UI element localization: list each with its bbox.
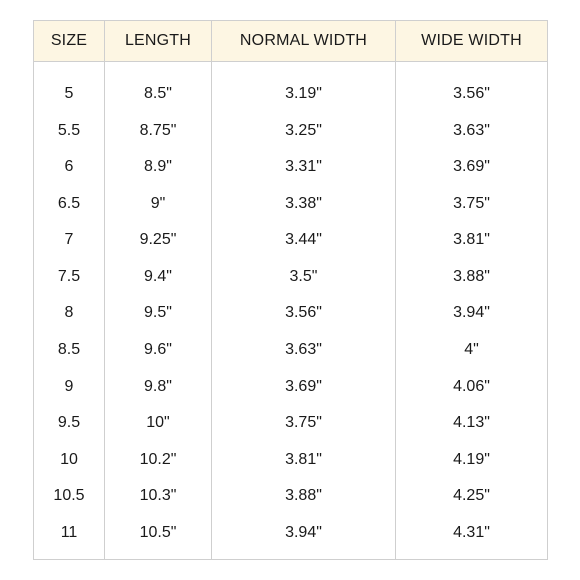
cell-normal-width: 3.19" bbox=[212, 76, 396, 113]
cell-length: 9.5" bbox=[105, 295, 212, 332]
cell-size: 10.5 bbox=[34, 478, 105, 515]
cell-normal-width: 3.63" bbox=[212, 332, 396, 369]
cell-normal-width: 3.38" bbox=[212, 186, 396, 223]
table-row bbox=[34, 113, 548, 150]
cell-wide-width: 3.56" bbox=[453, 85, 490, 103]
cell-wide-width: 4.19" bbox=[453, 450, 490, 468]
cell-normal-width: 3.5" bbox=[212, 259, 396, 296]
header-length: LENGTH bbox=[105, 21, 212, 62]
table-body bbox=[34, 62, 548, 560]
cell-length: 10" bbox=[105, 405, 212, 442]
header-normal-width: NORMAL WIDTH bbox=[212, 21, 396, 62]
cell-normal-width: 3.75" bbox=[212, 405, 396, 442]
table-header bbox=[34, 21, 548, 62]
cell-size: 7 bbox=[34, 222, 105, 259]
cell-wide-width: 4.06" bbox=[453, 377, 490, 395]
table-row bbox=[34, 259, 548, 296]
cell-wide-width: 4.25" bbox=[453, 487, 490, 505]
cell-wide-width: 3.75" bbox=[453, 194, 490, 212]
cell-normal-width: 3.25" bbox=[212, 113, 396, 150]
table-row bbox=[34, 405, 548, 442]
spacer-row bbox=[34, 62, 548, 77]
size-chart-table bbox=[33, 20, 548, 560]
cell-length: 9" bbox=[105, 186, 212, 223]
spacer-cell bbox=[212, 551, 396, 560]
cell-normal-width: 3.81" bbox=[212, 441, 396, 478]
cell-size: 8.5 bbox=[34, 332, 105, 369]
cell-size: 5.5 bbox=[34, 113, 105, 150]
table-row bbox=[34, 514, 548, 551]
table-row bbox=[34, 332, 548, 369]
table-row bbox=[34, 478, 548, 515]
cell-normal-width: 3.69" bbox=[212, 368, 396, 405]
spacer-cell bbox=[34, 551, 105, 560]
table-row bbox=[34, 295, 548, 332]
header-wide-width: WIDE WIDTH bbox=[396, 21, 548, 62]
spacer-cell bbox=[105, 551, 212, 560]
table-row bbox=[34, 186, 548, 223]
cell-length: 8.5" bbox=[105, 76, 212, 113]
cell-length: 10.5" bbox=[105, 514, 212, 551]
cell-normal-width: 3.88" bbox=[212, 478, 396, 515]
cell-size: 10 bbox=[34, 441, 105, 478]
cell-length: 9.6" bbox=[105, 332, 212, 369]
cell-wide-width: 4" bbox=[464, 340, 479, 358]
header-size: SIZE bbox=[34, 21, 105, 62]
cell-length: 8.9" bbox=[105, 149, 212, 186]
cell-wide-width: 4.31" bbox=[453, 523, 490, 541]
table-row bbox=[34, 222, 548, 259]
cell-wide-width: 3.94" bbox=[453, 304, 490, 322]
spacer-cell bbox=[212, 62, 396, 77]
cell-size: 8 bbox=[34, 295, 105, 332]
cell-wide-width: 4.13" bbox=[453, 414, 490, 432]
cell-length: 9.25" bbox=[105, 222, 212, 259]
spacer-cell bbox=[396, 551, 548, 560]
cell-normal-width: 3.56" bbox=[212, 295, 396, 332]
spacer-cell bbox=[105, 62, 212, 77]
cell-length: 10.2" bbox=[105, 441, 212, 478]
cell-length: 10.3" bbox=[105, 478, 212, 515]
cell-normal-width: 3.94" bbox=[212, 514, 396, 551]
cell-size: 9 bbox=[34, 368, 105, 405]
cell-size: 5 bbox=[34, 76, 105, 113]
table-row bbox=[34, 441, 548, 478]
spacer-cell bbox=[34, 62, 105, 77]
cell-normal-width: 3.31" bbox=[212, 149, 396, 186]
cell-wide-width: 3.63" bbox=[453, 121, 490, 139]
cell-length: 8.75" bbox=[105, 113, 212, 150]
spacer-row bbox=[34, 551, 548, 560]
cell-normal-width: 3.44" bbox=[212, 222, 396, 259]
table-row bbox=[34, 76, 548, 113]
cell-size: 11 bbox=[34, 514, 105, 551]
cell-size: 9.5 bbox=[34, 405, 105, 442]
cell-wide-width: 3.81" bbox=[453, 231, 490, 249]
cell-size: 7.5 bbox=[34, 259, 105, 296]
table-row bbox=[34, 368, 548, 405]
cell-size: 6.5 bbox=[34, 186, 105, 223]
spacer-cell bbox=[396, 62, 548, 77]
cell-length: 9.8" bbox=[105, 368, 212, 405]
cell-wide-width: 3.69" bbox=[453, 158, 490, 176]
cell-size: 6 bbox=[34, 149, 105, 186]
cell-length: 9.4" bbox=[105, 259, 212, 296]
table-row bbox=[34, 149, 548, 186]
header-row bbox=[34, 21, 548, 62]
cell-wide-width: 3.88" bbox=[453, 267, 490, 285]
